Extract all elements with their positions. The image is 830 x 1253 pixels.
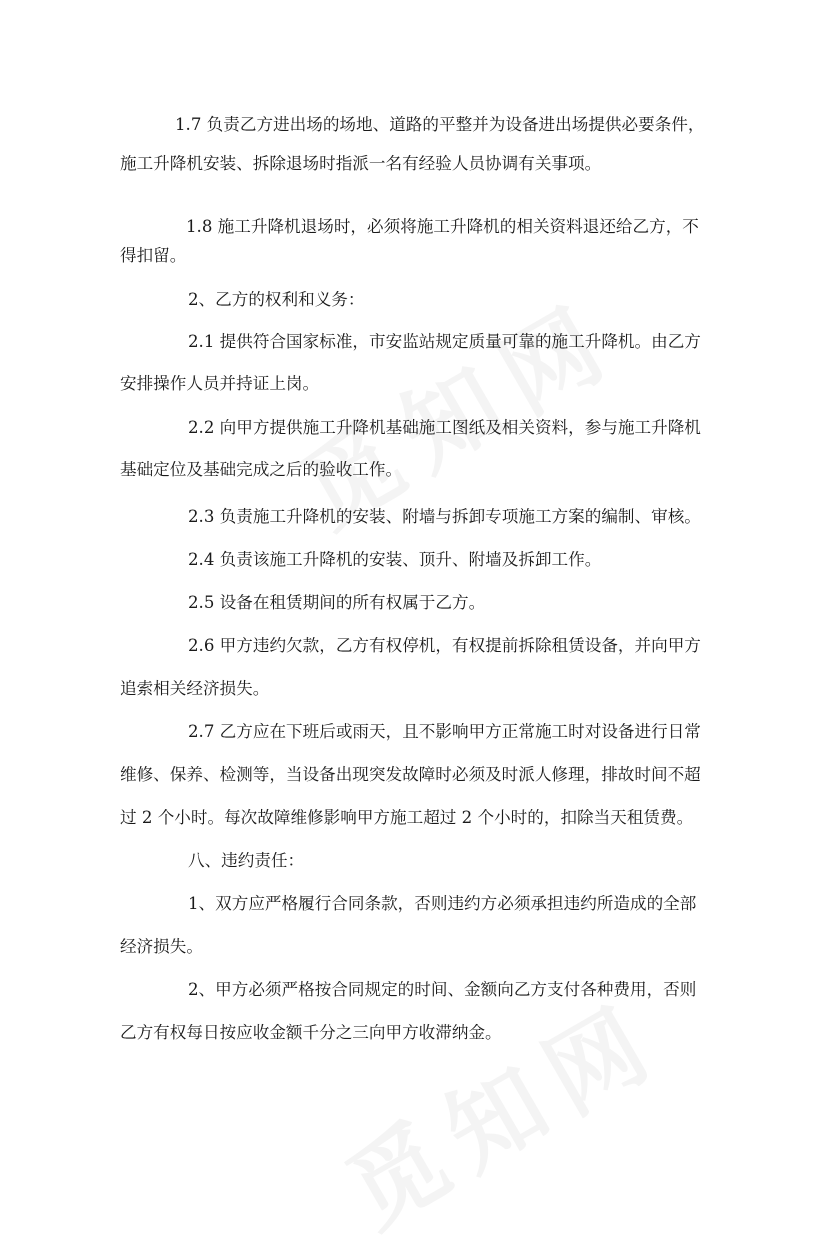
text-line: 安排操作人员并持证上岗。 [120, 374, 320, 393]
text-line: 2.3 负责施工升降机的安装、附墙与拆卸专项施工方案的编制、审核。 [188, 507, 701, 526]
watermark [319, 964, 684, 1253]
text-line: 乙方有权每日按应收金额千分之三向甲方收滞纳金。 [120, 1023, 502, 1042]
text-line: 过 2 个小时。每次故障维修影响甲方施工超过 2 个小时的，扣除当天租赁费。 [120, 808, 694, 827]
text-line: 2、甲方必须严格按合同规定的时间、金额向乙方支付各种费用，否则 [188, 980, 697, 999]
text-line: 2.6 甲方违约欠款，乙方有权停机，有权提前拆除租赁设备，并向甲方 [188, 636, 701, 655]
text-line: 得扣留。 [120, 246, 187, 265]
text-line: 1.7 负责乙方进出场的场地、道路的平整并为设备进出场提供必要条件， [175, 115, 705, 134]
text-line: 2.7 乙方应在下班后或雨天，且不影响甲方正常施工时对设备进行日常 [188, 722, 701, 741]
text-line: 追索相关经济损失。 [120, 679, 270, 698]
text-line: 2.5 设备在租赁期间的所有权属于乙方。 [188, 593, 486, 612]
text-line: 基础定位及基础完成之后的验收工作。 [120, 460, 403, 479]
text-line: 2.4 负责该施工升降机的安装、顶升、附墙及拆卸工作。 [188, 550, 602, 569]
text-line: 2.2 向甲方提供施工升降机基础施工图纸及相关资料，参与施工升降机 [188, 418, 701, 437]
text-line: 施工升降机安装、拆除退场时指派一名有经验人员协调有关事项。 [120, 154, 602, 173]
section-heading: 八、违约责任： [188, 851, 305, 870]
text-line: 1.8 施工升降机退场时，必须将施工升降机的相关资料退还给乙方，不 [186, 217, 699, 236]
text-line: 经济损失。 [120, 937, 203, 956]
text-line: 1、双方应严格履行合同条款，否则违约方必须承担违约所造成的全部 [188, 894, 697, 913]
text-line: 2.1 提供符合国家标准，市安监站规定质量可靠的施工升降机。由乙方 [188, 332, 701, 351]
section-heading: 2、乙方的权利和义务： [188, 290, 365, 309]
text-line: 维修、保养、检测等，当设备出现突发故障时必须及时派人修理，排故时间不超 [120, 765, 701, 784]
